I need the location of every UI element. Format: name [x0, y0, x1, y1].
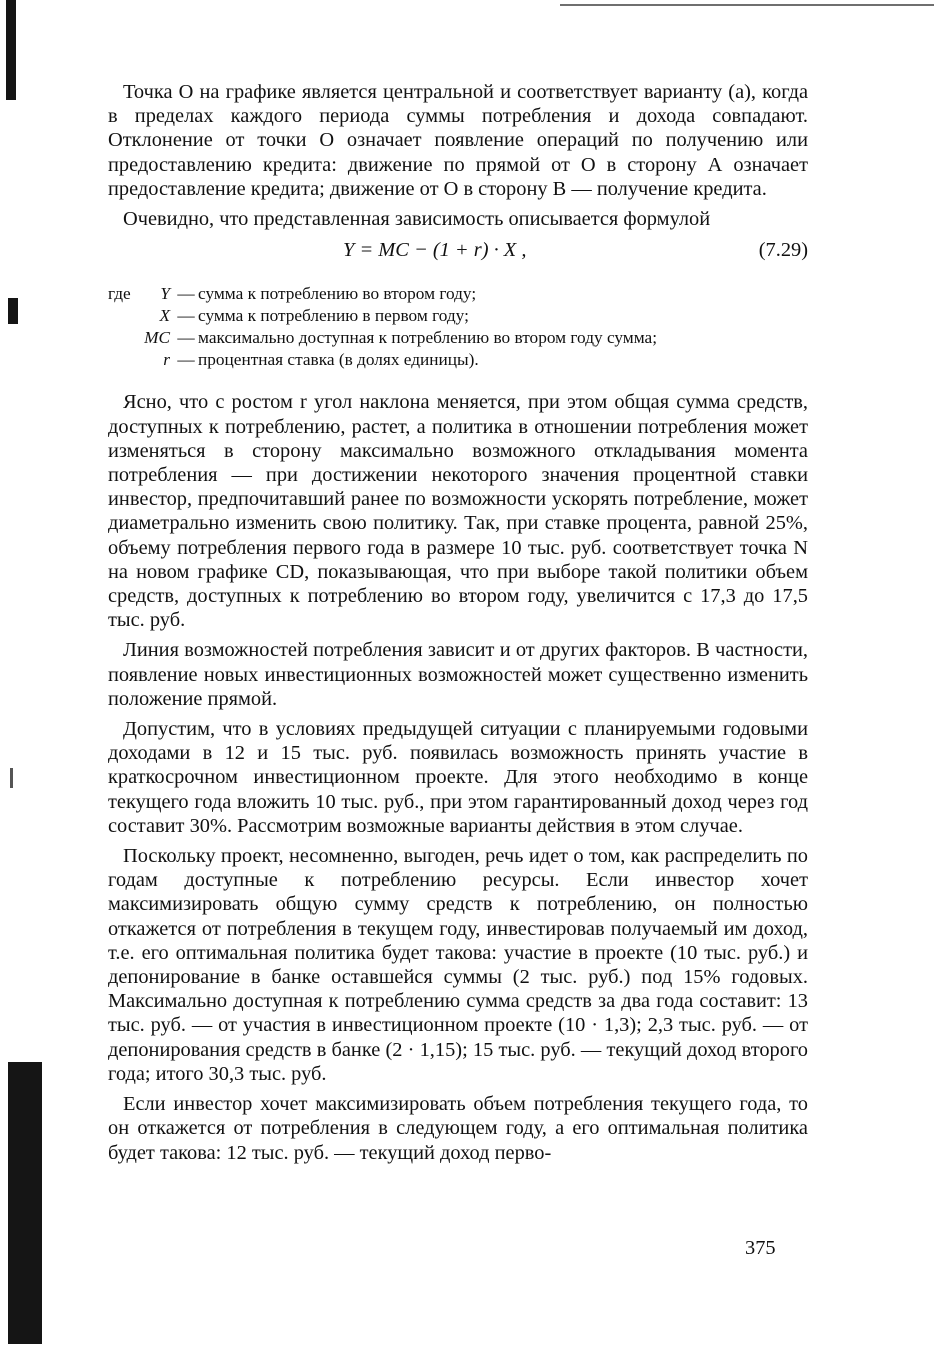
book-page — [108, 80, 808, 1165]
scan-margin-artifact — [8, 1062, 42, 1344]
definition-text: максимально доступная к потреблению во втором году сумма; — [198, 327, 658, 347]
paragraph-point-o: Точка О на графике является центральной и соответствует варианту (а), когда в пределах каждого периода суммы потребления и дохода совпадают. Отклонение от точки О означает появление операций по получению или предоставлению кредита: движение по прямой от О в сторону А означает предоставление кредита; движение от О в сторону В — получение кредита. — [108, 81, 808, 200]
definition-text: процентная ставка (в долях единицы). — [198, 349, 479, 369]
formula-expression: Y = MC − (1 + r) · X , — [343, 239, 527, 262]
scan-margin-artifact — [6, 0, 16, 100]
paragraph-formula-intro: Очевидно, что представленная зависимость описывается формулой — [123, 208, 711, 231]
definition-dash: — — [177, 349, 195, 369]
definition-dash: — — [177, 306, 195, 326]
formula-definitions — [108, 283, 808, 370]
definition-symbol: X — [159, 306, 170, 326]
definition-row — [108, 349, 808, 371]
definition-text: сумма к потреблению во втором году; — [198, 284, 477, 304]
scan-margin-artifact — [8, 298, 18, 324]
definition-symbol: r — [163, 349, 170, 369]
definition-text: сумма к потреблению в первом году; — [198, 306, 469, 326]
paragraph-rate-growth: Ясно, что с ростом r угол наклона меняется, при этом общая сумма средств, доступных к потреблению, растет, а политика в отношении потребления может изменяться в сторону максимально возможного откладывания момента потребления — при достижении некоторого значения процентной ставки инвестор, предпочитавший ранее по возможности ускорять потребление, может диаметрально изменить свою политику. Так, при ставке процента, равной 25%, объему потребления первого года в размере 10 тыс. руб. соответствует точка N на новом графике CD, показывающая, что при выборе такой политики объем средств, доступных к потреблению во втором году, увеличится с 17,3 до 17,5 тыс. руб. — [108, 391, 808, 632]
formula-row — [108, 239, 808, 267]
paragraph-investment-project: Допустим, что в условиях предыдущей ситуации с планируемыми годовыми доходами в 12 и 15 тыс. руб. появилась возможность принять участие в краткосрочном инвестиционном проекте. Для этого необходимо в конце текущего года вложить 10 тыс. руб., при этом гарантированный доход через год составит 30%. Рассмотрим возможные варианты действия в этом случае. — [108, 718, 808, 837]
scan-margin-artifact — [10, 768, 13, 788]
paragraph-maximize-total: Поскольку проект, несомненно, выгоден, речь идет о том, как распределить по годам доступные к потреблению ресурсы. Если инвестор хочет максимизировать общую сумму средств к потреблению, он полностью откажется от потребления в текущем году, инвестировав получаемый им доход, т.е. его оптимальная политика будет такова: участие в проекте (10 тыс. руб.) и депонирование в банке оставшейся суммы (2 тыс. руб.) под 15% годовых. Максимально доступная к потреблению сумма средств за два года составит: 13 тыс. руб. — от участия в инвестиционном проекте (10 · 1,3); 2,3 тыс. руб. — от депонирования средств в банке (2 · 1,15); 15 тыс. руб. — текущий доход второго года; итого 30,3 тыс. руб. — [108, 845, 808, 1085]
definition-row — [108, 327, 808, 349]
definition-row — [108, 305, 808, 327]
definition-dash: — — [177, 284, 195, 304]
definition-lead: где — [108, 284, 131, 304]
scan-edge-line — [560, 4, 934, 6]
definition-symbol: MC — [144, 327, 170, 347]
page-number: 375 — [745, 1237, 776, 1259]
definition-row — [108, 283, 808, 305]
formula-number: (7.29) — [758, 239, 808, 262]
definition-dash: — — [177, 327, 195, 347]
paragraph-maximize-current: Если инвестор хочет максимизировать объем потребления текущего года, то он откажется от потребления в следующем году, а его оптимальная политика будет такова: 12 тыс. руб. — текущий доход перво- — [108, 1093, 808, 1164]
paragraph-consumption-line: Линия возможностей потребления зависит и от других факторов. В частности, появление новых инвестиционных возможностей может существенно изменить положение прямой. — [108, 639, 808, 710]
definition-symbol: Y — [160, 284, 170, 304]
